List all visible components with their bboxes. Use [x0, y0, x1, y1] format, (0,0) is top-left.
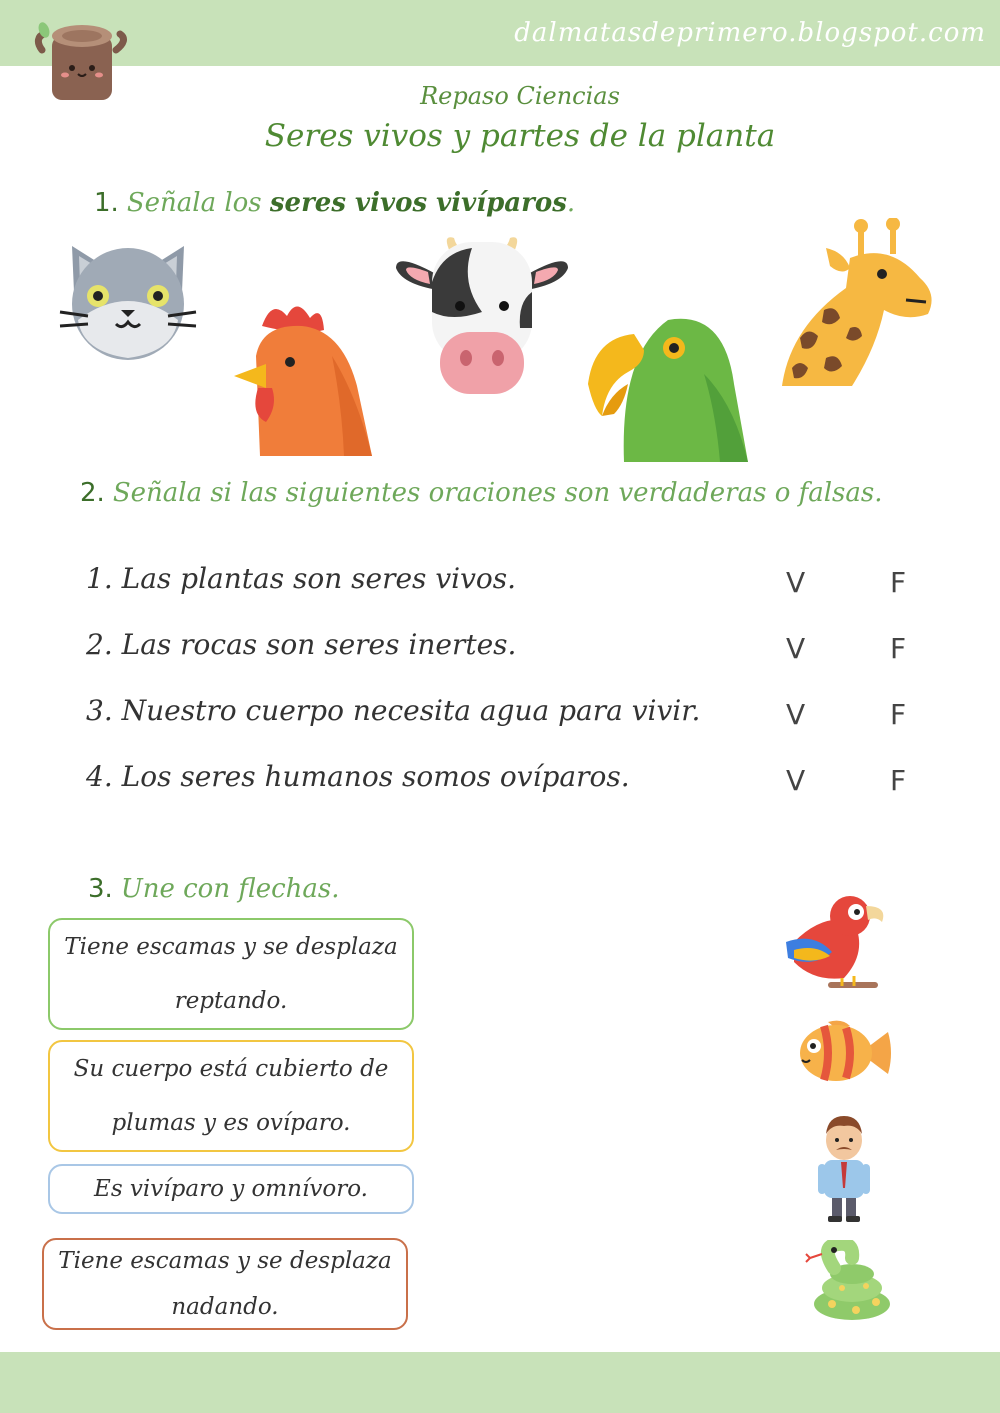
fish-icon[interactable] [798, 1018, 892, 1088]
false-option-2[interactable]: F [890, 632, 907, 665]
true-option-1[interactable]: V [786, 566, 806, 599]
footer-band [0, 1352, 1000, 1413]
section-1-instruction [94, 188, 575, 218]
subtitle: Repaso Ciencias [420, 82, 620, 110]
box-line: Tiene escamas y se desplaza [58, 1248, 392, 1274]
macaw-icon[interactable] [784, 892, 888, 992]
section-text: Señala los [126, 188, 262, 218]
false-option-3[interactable]: F [890, 698, 907, 731]
box-line: plumas y es ovíparo. [111, 1110, 351, 1136]
section-number: 3. [88, 874, 113, 904]
true-option-4[interactable]: V [786, 764, 806, 797]
statement-1: 1. Las plantas son seres vivos. [86, 562, 517, 595]
section-number: 2. [80, 478, 105, 508]
man-icon[interactable] [814, 1112, 874, 1222]
page-title: Seres vivos y partes de la planta [264, 118, 776, 154]
box-line: reptando. [174, 988, 288, 1014]
false-option-1[interactable]: F [890, 566, 907, 599]
match-box-1[interactable] [48, 918, 414, 1030]
true-option-3[interactable]: V [786, 698, 806, 731]
section-number: 1. [94, 188, 119, 218]
statement-4: 4. Los seres humanos somos ovíparos. [86, 760, 630, 793]
cat-icon[interactable] [58, 242, 198, 362]
true-option-2[interactable]: V [786, 632, 806, 665]
section-end: . [566, 188, 576, 218]
cow-icon[interactable] [392, 232, 572, 397]
rooster-icon[interactable] [232, 296, 377, 456]
header-band [0, 0, 1000, 66]
match-box-4[interactable] [42, 1238, 408, 1330]
giraffe-icon[interactable] [780, 218, 935, 386]
box-line: Su cuerpo está cubierto de [73, 1056, 389, 1082]
section-2-instruction [80, 478, 883, 508]
box-line: Es vivíparo y omnívoro. [94, 1176, 368, 1202]
false-option-4[interactable]: F [890, 764, 907, 797]
box-line: nadando. [171, 1294, 279, 1320]
section-text: Une con flechas. [120, 874, 340, 904]
section-highlight: seres vivos vivíparos [269, 188, 567, 218]
parrot-icon[interactable] [584, 314, 752, 462]
section-3-instruction [88, 874, 340, 904]
blog-url: dalmatasdeprimero.blogspot.com [514, 18, 986, 48]
statement-3: 3. Nuestro cuerpo necesita agua para vivir. [86, 694, 701, 727]
match-box-2[interactable] [48, 1040, 414, 1152]
section-text: Señala si las siguientes oraciones son verdaderas o falsas. [112, 478, 883, 508]
box-line: Tiene escamas y se desplaza [64, 934, 398, 960]
match-box-3[interactable] [48, 1164, 414, 1214]
snake-icon[interactable] [804, 1240, 894, 1322]
statement-2: 2. Las rocas son seres inertes. [86, 628, 517, 661]
